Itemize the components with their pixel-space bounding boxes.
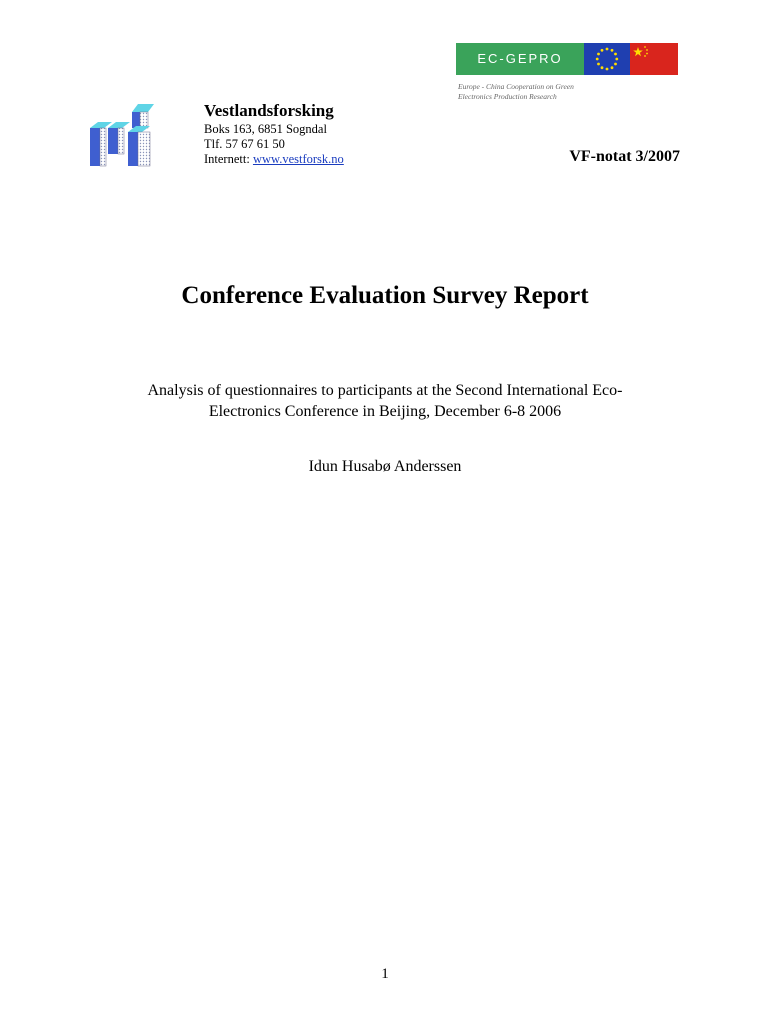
organization-internet bbox=[204, 152, 444, 167]
banner-tagline-line2: Electronics Production Research bbox=[458, 92, 557, 101]
organization-address: Boks 163, 6851 Sogndal bbox=[204, 122, 327, 136]
organization-phone: Tlf. 57 67 61 50 bbox=[204, 137, 285, 151]
eu-flag-icon bbox=[584, 43, 630, 75]
report-title: Conference Evaluation Survey Report bbox=[181, 282, 589, 309]
website-link[interactable]: www.vestforsk.no bbox=[252, 152, 344, 166]
banner-tagline-line1: Europe - China Cooperation on Green bbox=[458, 82, 574, 91]
page-number: 1 bbox=[381, 966, 389, 982]
vestlandsforsking-logo-icon bbox=[88, 100, 166, 170]
banner-tagline bbox=[458, 82, 618, 102]
organization-name: Vestlandsforsking bbox=[204, 101, 334, 120]
ec-gepro-banner bbox=[456, 43, 678, 75]
subtitle-line2: Electronics Conference in Beijing, December 6-8 2006 bbox=[208, 403, 562, 420]
subtitle-line1: Analysis of questionnaires to participants at the Second International Eco- bbox=[147, 382, 623, 399]
ec-gepro-logo-text: EC-GEPRO bbox=[456, 43, 584, 75]
organization-info bbox=[204, 100, 444, 167]
report-subtitle bbox=[95, 380, 675, 422]
author-name: Idun Husabø Anderssen bbox=[308, 458, 462, 475]
internet-label: Internett: bbox=[204, 152, 250, 166]
china-flag-icon bbox=[630, 43, 678, 75]
report-number: VF-notat 3/2007 bbox=[569, 148, 680, 165]
